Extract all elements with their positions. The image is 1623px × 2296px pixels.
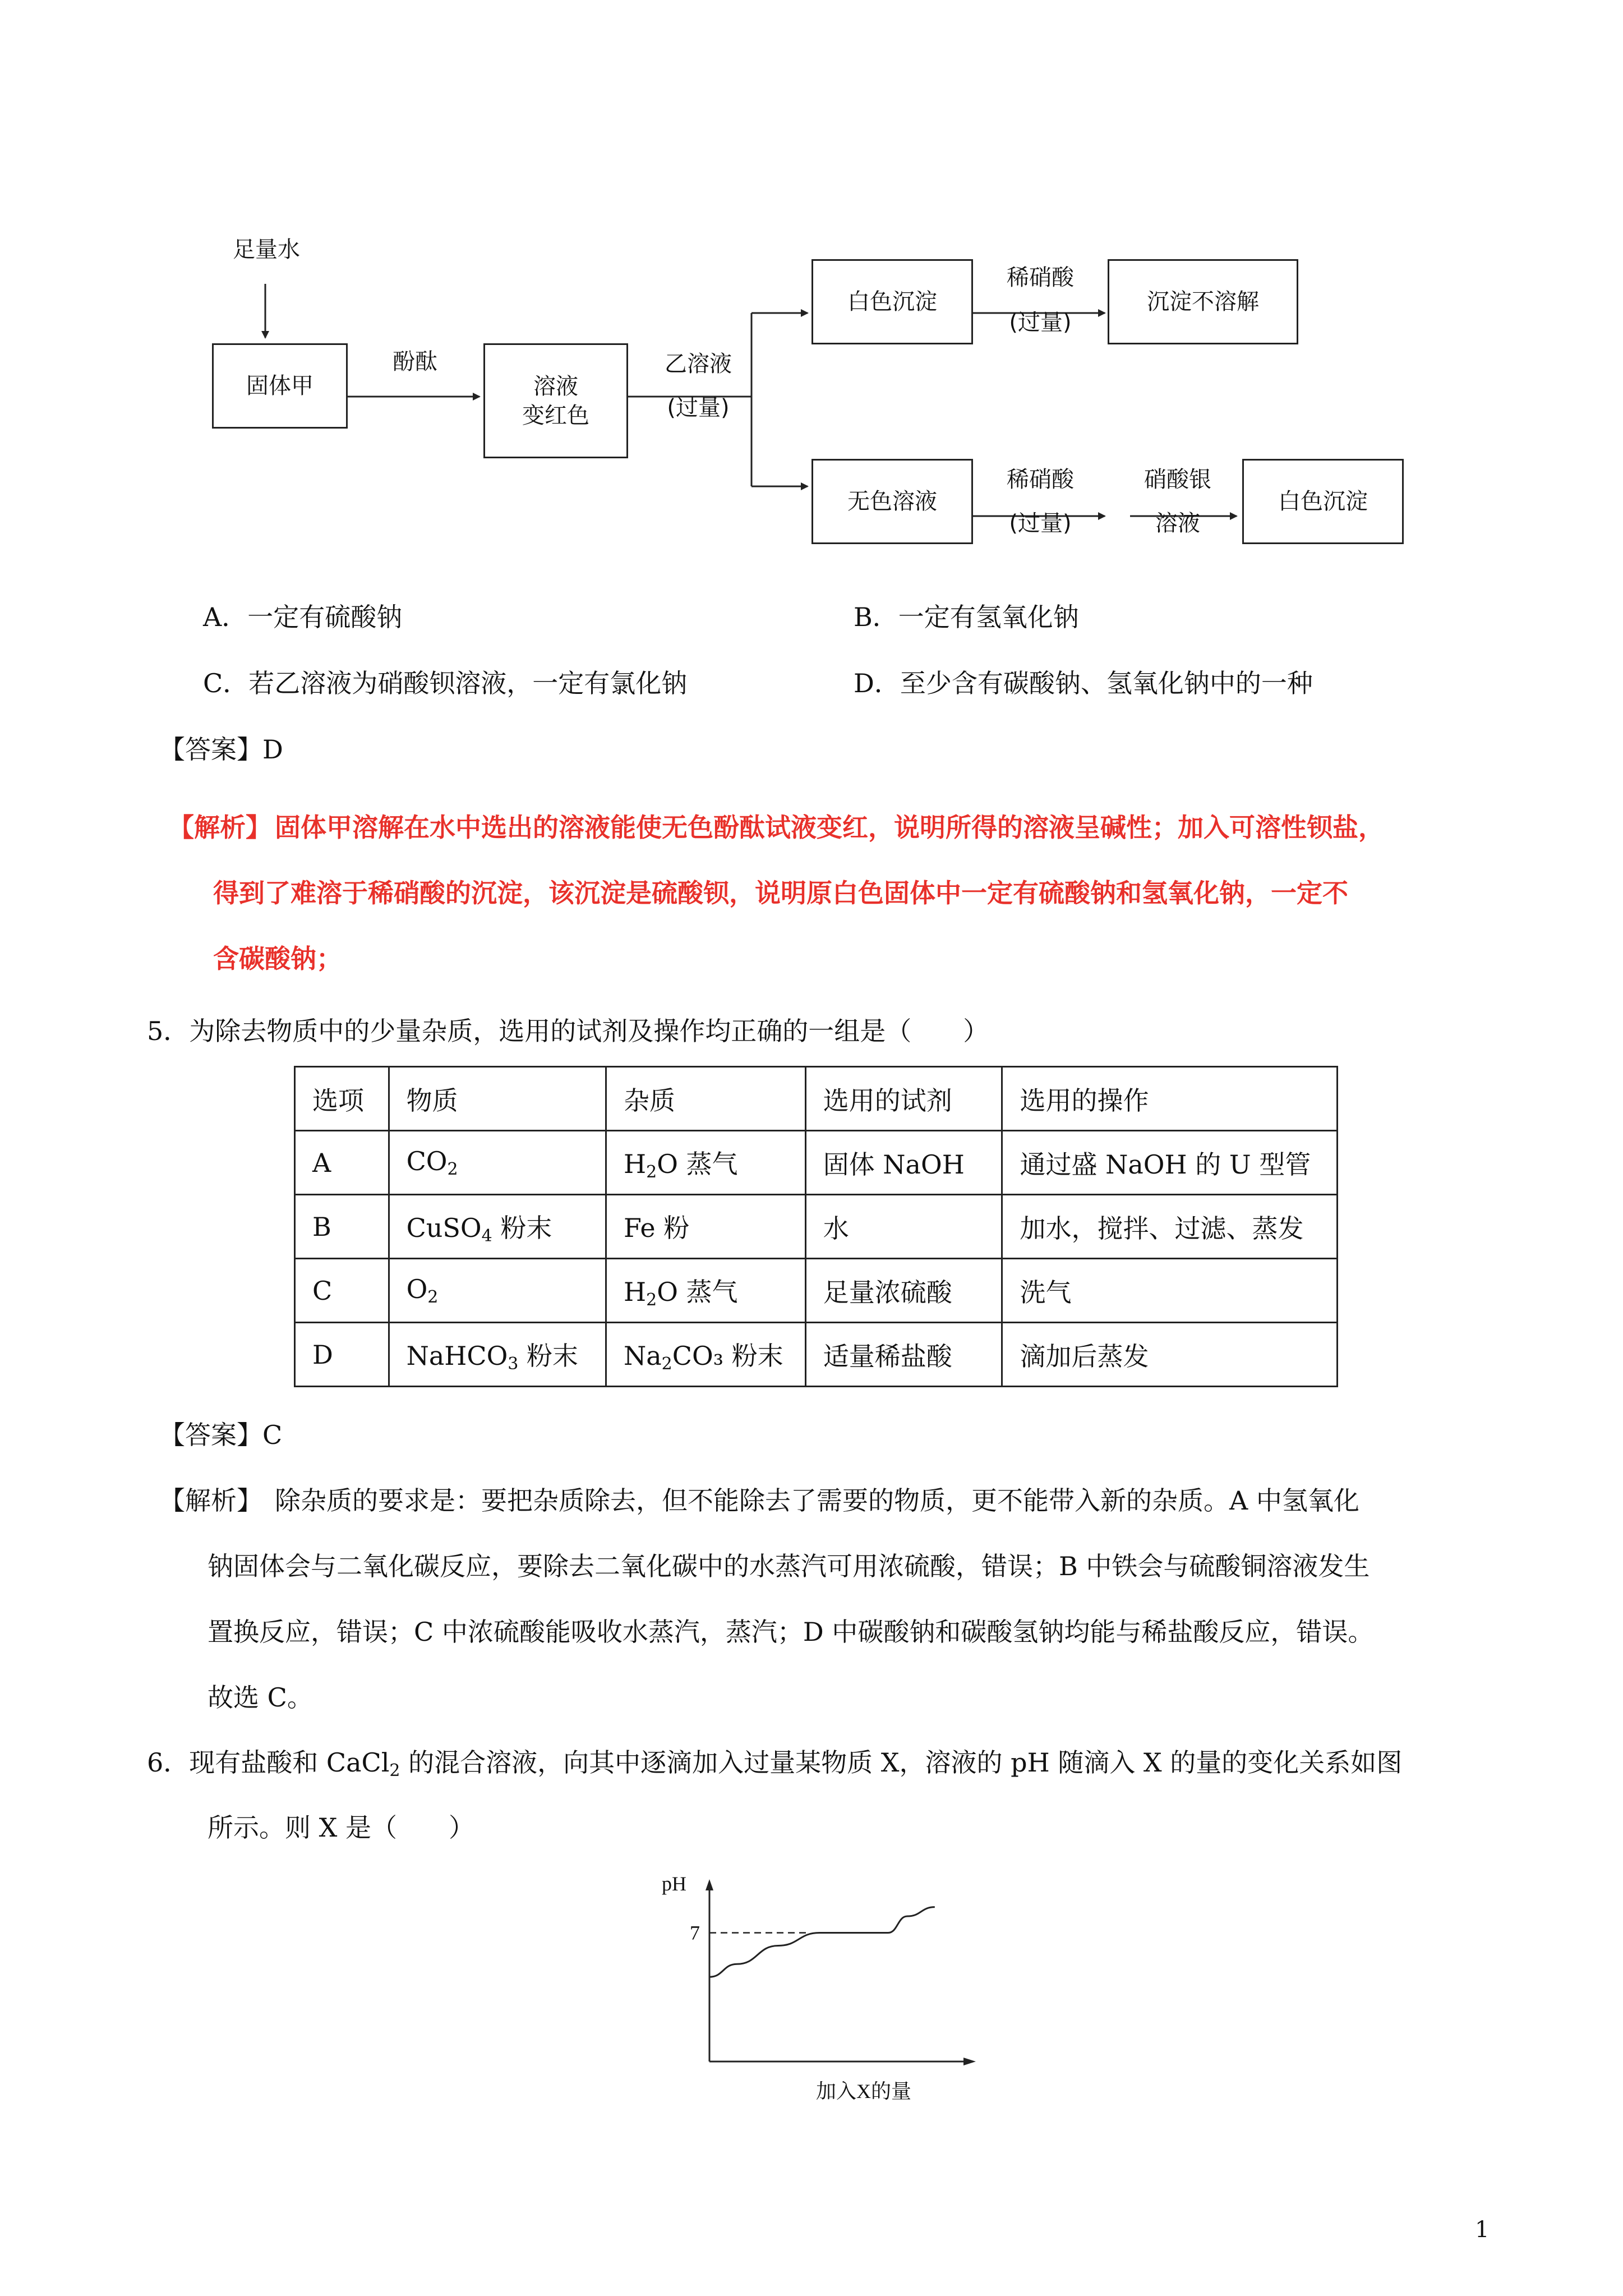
y-axis-arrowhead: [706, 1879, 713, 1890]
cell-option: A: [295, 1131, 389, 1195]
q5-answer: 【答案】C: [159, 1420, 283, 1450]
box-colorless-solution: 无色溶液: [811, 459, 973, 544]
q5-analysis-line-2: 钠固体会与二氧化碳反应，要除去二氧化碳中的水蒸汽可用浓硫酸，错误；B 中铁会与硫酸铜溶液发生: [208, 1551, 1370, 1581]
q5-analysis-line-4: 故选 C。: [208, 1682, 313, 1713]
cell-impurity: $Na_2CO_3$ 粉末: [606, 1323, 805, 1387]
cell-operation: 通过盛 NaOH 的 U 型管: [1002, 1131, 1338, 1195]
label-phenolphthalein: 酚酞: [393, 349, 437, 375]
cell-option: D: [295, 1323, 389, 1387]
cell-substance: CuSO$_4$ 粉末: [389, 1195, 606, 1259]
label-excess-bottom: (过量): [1009, 510, 1072, 536]
cell-reagent: 足量浓硫酸: [805, 1259, 1002, 1323]
cell-impurity: $H_2O$ 蒸气: [606, 1259, 805, 1323]
table-row: [295, 1131, 1338, 1195]
cell-reagent: 适量稀盐酸: [805, 1323, 1002, 1387]
box-red-solution: [483, 343, 628, 458]
q6-stem-line-1: 6．现有盐酸和 CaCl$_2$ 的混合溶液，向其中逐滴加入过量某物质 X，溶液的 pH 随滴入 X 的量的变化关系如图: [147, 1747, 1403, 1780]
label-water: 足量水: [233, 237, 300, 263]
header-impurity: 杂质: [606, 1067, 805, 1131]
chart-y-label: pH: [662, 1874, 686, 1895]
header-operation: 选用的操作: [1002, 1067, 1338, 1131]
box-precipitate-insoluble: 沉淀不溶解: [1108, 259, 1298, 344]
cell-substance: $CO_2$: [389, 1131, 606, 1195]
q6-stem-line-2: 所示。则 X 是（ ）: [208, 1812, 474, 1843]
header-reagent: 选用的试剂: [805, 1067, 1002, 1131]
q4-analysis-line-1: 固体甲溶解在水中选出的溶液能使无色酚酞试液变红，说明所得的溶液呈碱性；加入可溶性钡盐，: [275, 812, 1384, 843]
ph-chart: [662, 1874, 987, 2115]
box-solid: 固体甲: [212, 343, 348, 429]
red-solution-line-2: 变红色: [522, 402, 589, 429]
x-axis-arrowhead: [963, 2058, 976, 2065]
table-row: [295, 1259, 1338, 1323]
cell-operation: 洗气: [1002, 1259, 1338, 1323]
cell-option: C: [295, 1259, 389, 1323]
label-silver-nitrate-solution: 溶液: [1155, 510, 1200, 536]
q5-analysis-line-3: 置换反应，错误；C 中浓硫酸能吸收水蒸汽，蒸汽；D 中碳酸钠和碳酸氢钠均能与稀盐酸反应，错误。: [208, 1617, 1374, 1647]
q5-analysis-line-1: 除杂质的要求是：要把杂质除去，但不能除去了需要的物质，更不能带入新的杂质。A 中氢氧化: [275, 1485, 1359, 1516]
cell-substance: NaHCO$_3$ 粉末: [389, 1323, 606, 1387]
label-yi-solution: 乙溶液: [665, 351, 732, 377]
q5-stem: 5．为除去物质中的少量杂质，选用的试剂及操作均正确的一组是（ ）: [147, 1016, 989, 1046]
page-number: 1: [1475, 2217, 1490, 2243]
cell-operation: 加水，搅拌、过滤、蒸发: [1002, 1195, 1338, 1259]
cell-substance: $O_2$: [389, 1259, 606, 1323]
label-yi-excess: (过量): [667, 395, 730, 421]
box-white-precipitate: 白色沉淀: [811, 259, 973, 344]
cell-option: B: [295, 1195, 389, 1259]
chart-ref-label: 7: [690, 1921, 700, 1944]
q5-table: [294, 1066, 1338, 1387]
chart-series-line: [709, 1907, 935, 1977]
q4-analysis-tag: 【解析】: [168, 812, 271, 843]
box-white-precipitate-2: 白色沉淀: [1242, 459, 1404, 544]
cell-reagent: 固体 NaOH: [805, 1131, 1002, 1195]
q4-option-b: B．一定有氢氧化钠: [854, 602, 1079, 632]
table-header-row: [295, 1067, 1338, 1131]
q4-analysis-line-2: 得到了难溶于稀硝酸的沉淀，该沉淀是硫酸钡，说明原白色固体中一定有硫酸钠和氢氧化钠，一定不: [213, 878, 1348, 908]
cell-impurity: $H_2O$ 蒸气: [606, 1131, 805, 1195]
header-option: 选项: [295, 1067, 389, 1131]
q4-option-a: A．一定有硫酸钠: [203, 602, 403, 632]
q4-option-c: C．若乙溶液为硝酸钡溶液，一定有氯化钠: [203, 668, 688, 698]
label-dilute-hno3-bottom: 稀硝酸: [1007, 467, 1074, 493]
chart-x-label: 加入X的量: [816, 2080, 911, 2102]
table-row: [295, 1195, 1338, 1259]
q5-analysis-tag: 【解析】: [159, 1485, 262, 1516]
label-dilute-hno3-top: 稀硝酸: [1007, 265, 1074, 291]
q4-analysis-line-3: 含碳酸钠；: [213, 944, 342, 974]
q4-option-d: D．至少含有碳酸钠、氢氧化钠中的一种: [854, 668, 1313, 698]
header-substance: 物质: [389, 1067, 606, 1131]
q4-answer: 【答案】D: [159, 734, 283, 765]
table-row: [295, 1323, 1338, 1387]
red-solution-line-1: 溶液: [533, 373, 578, 399]
label-excess-top: (过量): [1009, 310, 1072, 335]
label-silver-nitrate: 硝酸银: [1144, 467, 1211, 493]
cell-impurity: Fe 粉: [606, 1195, 805, 1259]
cell-reagent: 水: [805, 1195, 1002, 1259]
cell-operation: 滴加后蒸发: [1002, 1323, 1338, 1387]
